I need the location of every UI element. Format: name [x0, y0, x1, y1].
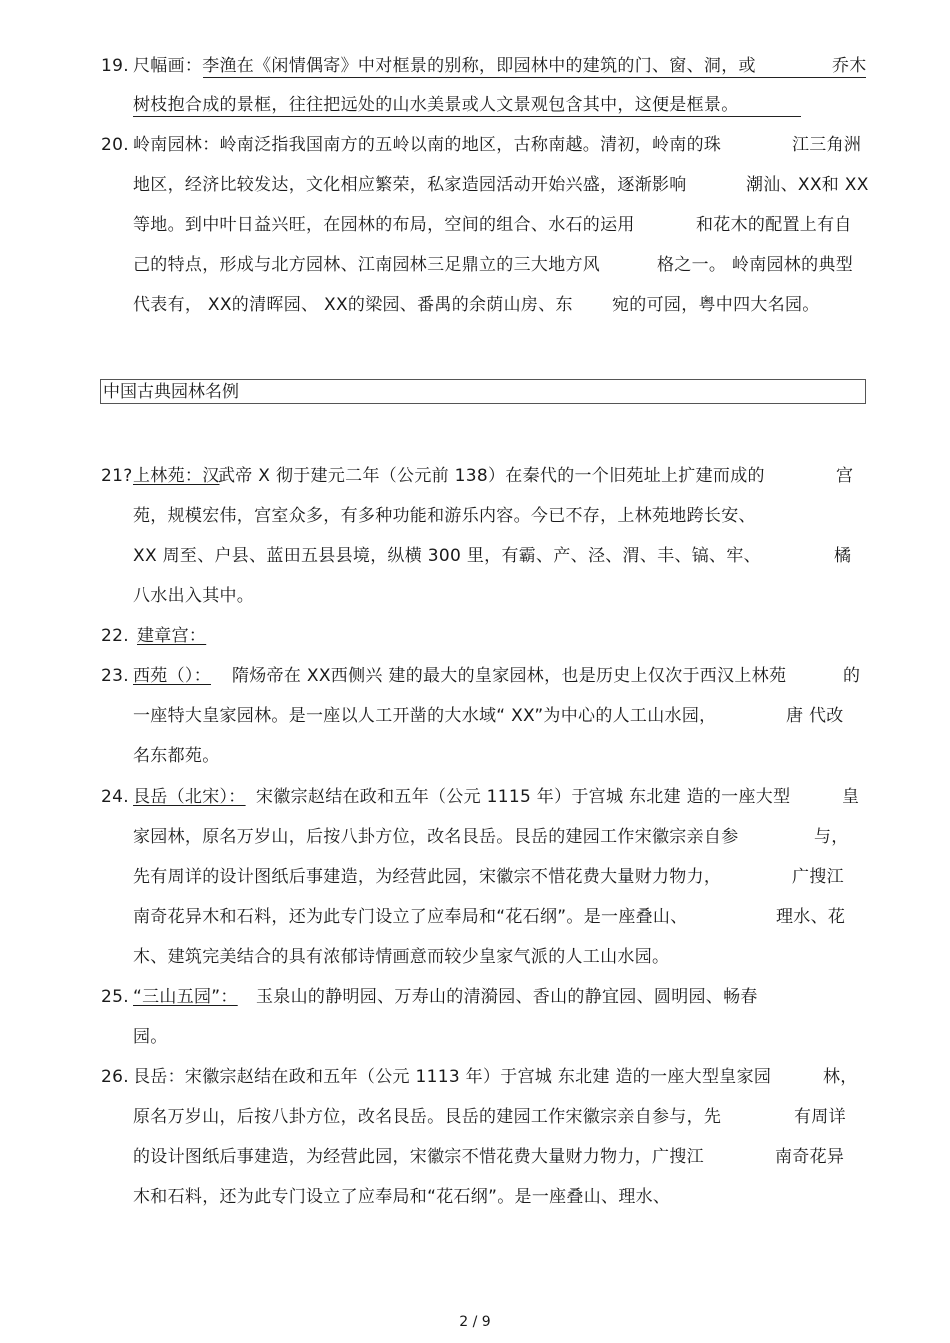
item-24-line-1: 宋徽宗赵结在政和五年（公元 1115 年）于宫城 东北建 造的一座大型 — [256, 787, 791, 807]
item-23-line-3: 名东都苑。 — [133, 746, 220, 766]
item-20-line-5-end: 宛的可园，粤中四大名园。 — [612, 295, 820, 315]
item-26-line-1: 艮岳：宋徽宗赵结在政和五年（公元 1113 年）于宫城 东北建 造的一座大型皇家园 — [133, 1067, 772, 1087]
item-23-term: 西苑（）： — [133, 666, 211, 686]
item-24-line-2-end: 与， — [814, 827, 849, 847]
item-24-line-4: 南奇花异木和石料，还为此专门设立了应奉局和“花石纲”。是一座叠山、 — [133, 907, 688, 927]
item-24-line-3: 先有周详的设计图纸后事建造，为经营此园，宋徽宗不惜花费大量财力物力， — [133, 867, 722, 887]
underline-rule — [133, 116, 801, 117]
item-21-line-1-end: 宫 — [836, 466, 854, 486]
item-20-line-2-end: 潮汕、XX和 XX — [746, 175, 869, 195]
item-19-line-1: 尺幅画：李渔在《闲情偶寄》中对框景的别称，即园林中的建筑的门、窗、洞，或 — [133, 56, 756, 76]
item-23-line-2-end: 唐 代改 — [786, 706, 844, 726]
item-number: 20. — [101, 135, 129, 155]
item-20-line-1: 岭南园林：岭南泛指我国南方的五岭以南的地区，古称南越。清初，岭南的珠 — [133, 135, 722, 155]
item-20-line-4-end: 格之一。 岭南园林的典型 — [657, 255, 854, 275]
item-24-line-4-end: 理水、花 — [776, 907, 846, 927]
item-26-line-3: 的设计图纸后事建造，为经营此园，宋徽宗不惜花费大量财力物力，广搜江 — [133, 1147, 704, 1167]
item-19-line-2: 树枝抱合成的景框，往往把远处的山水美景或人文景观包含其中，这便是框景。 — [133, 95, 739, 115]
item-21-term: 上林苑：汉 — [133, 466, 220, 486]
item-number: 21? — [101, 466, 133, 486]
item-25-term: “三山五园”： — [133, 987, 238, 1007]
item-24-line-1-end: 皇 — [842, 787, 860, 807]
item-number: 26. — [101, 1067, 129, 1087]
item-20-line-1-end: 江三角洲 — [792, 135, 862, 155]
item-23-line-1-end: 的 — [843, 666, 861, 686]
section-title: 中国古典园林名例 — [103, 382, 239, 402]
item-26-line-2: 原名万岁山，后按八卦方位，改名艮岳。艮岳的建园工作宋徽宗亲自参与，先 — [133, 1107, 722, 1127]
item-24-line-5: 木、建筑完美结合的具有浓郁诗情画意而较少皇家气派的人工山水园。 — [133, 947, 670, 967]
item-23-line-1: 隋炀帝在 XX西侧兴 建的最大的皇家园林，也是历史上仅次于西汉上林苑 — [232, 666, 787, 686]
item-number: 23. — [101, 666, 129, 686]
item-24-line-2: 家园林，原名万岁山，后按八卦方位，改名艮岳。艮岳的建园工作宋徽宗亲自参 — [133, 827, 739, 847]
item-20-line-4: 己的特点，形成与北方园林、江南园林三足鼎立的三大地方风 — [133, 255, 601, 275]
item-21-line-3-end: 橘 — [834, 546, 852, 566]
section-heading — [100, 379, 866, 404]
item-number: 22. — [101, 626, 129, 646]
item-25-line-1: 玉泉山的静明园、万寿山的清漪园、香山的静宜园、圆明园、畅春 — [256, 987, 758, 1007]
item-26-line-4: 木和石料，还为此专门设立了应奉局和“花石纲”。是一座叠山、理水、 — [133, 1187, 671, 1207]
item-21-line-3: XX 周至、户县、蓝田五县县境，纵横 300 里，有霸、产、泾、渭、丰、镐、牢、 — [133, 546, 761, 566]
item-20-line-5: 代表有， XX的清晖园、 XX的梁园、番禺的余荫山房、东 — [133, 295, 573, 315]
item-19-line-1-end: 乔木 — [832, 56, 867, 76]
page-number: 2 / 9 — [459, 1314, 491, 1330]
item-21-line-1: 武帝 X 彻于建元二年（公元前 138）在秦代的一个旧苑址上扩建而成的 — [218, 466, 765, 486]
item-20-line-3-end: 和花木的配置上有自 — [696, 215, 852, 235]
item-21-line-2: 苑，规模宏伟，宫室众多，有多种功能和游乐内容。今已不存，上林苑地跨长安、 — [133, 506, 756, 526]
item-26-line-2-end: 有周详 — [794, 1107, 846, 1127]
item-number: 25. — [101, 987, 129, 1007]
item-25-line-2: 园。 — [133, 1027, 168, 1047]
item-20-line-3: 等地。到中叶日益兴旺，在园林的布局，空间的组合、水石的运用 — [133, 215, 635, 235]
item-number: 19. — [101, 56, 129, 76]
item-22-term: 建章宫： — [137, 626, 207, 646]
item-number: 24. — [101, 787, 129, 807]
item-20-line-2: 地区，经济比较发达，文化相应繁荣，私家造园活动开始兴盛，逐渐影响 — [133, 175, 687, 195]
underline-rule — [203, 77, 866, 78]
item-24-line-3-end: 广搜江 — [792, 867, 844, 887]
item-26-line-3-end: 南奇花异 — [775, 1147, 845, 1167]
item-23-line-2: 一座特大皇家园林。是一座以人工开凿的大水域“ XX”为中心的人工山水园， — [133, 706, 717, 726]
item-24-term: 艮岳（北宋）： — [133, 787, 246, 807]
item-26-line-1-end: 林， — [823, 1067, 858, 1087]
item-21-line-4: 八水出入其中。 — [133, 586, 255, 606]
